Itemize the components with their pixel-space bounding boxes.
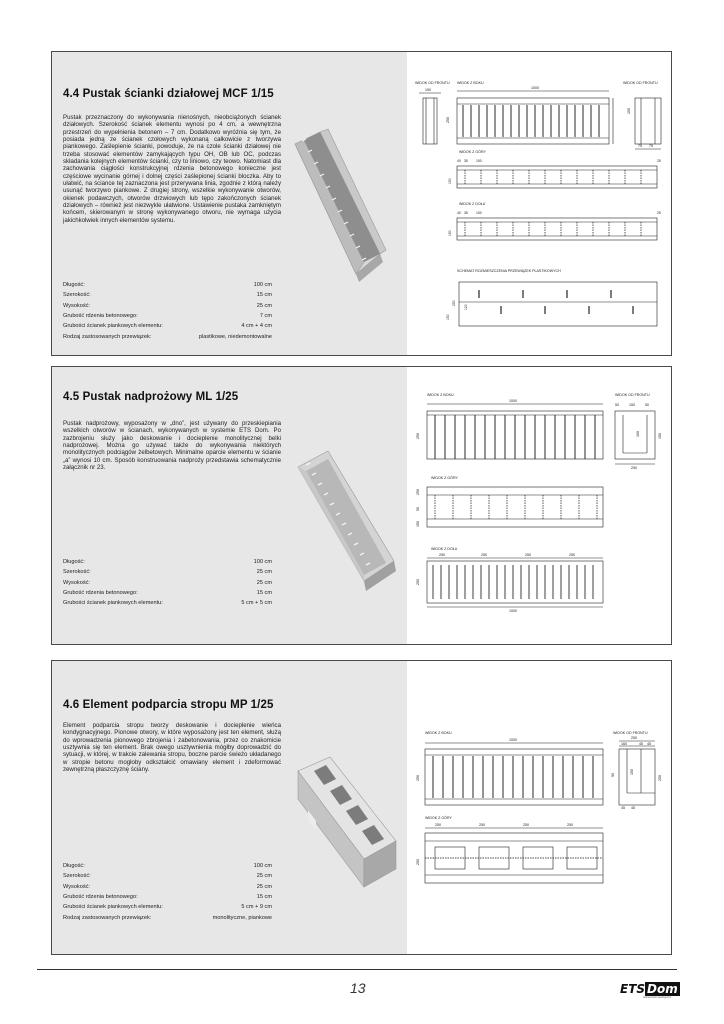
svg-text:50: 50	[416, 507, 420, 511]
svg-text:75: 75	[638, 144, 642, 148]
spec-row: Wysokość: 25 cm	[63, 579, 272, 586]
svg-text:100: 100	[476, 159, 482, 163]
svg-text:250: 250	[481, 553, 487, 557]
svg-text:SCHEMAT ROZMIESZCZENIA PRZEWIĄ: SCHEMAT ROZMIESZCZENIA PRZEWIĄZEK PLASTIKOWYCH	[457, 269, 561, 273]
svg-text:150: 150	[627, 108, 631, 114]
technical-drawing	[409, 52, 671, 356]
spec-row: Grubości ścianek piankowych elementu: 5 cm + 9 cm	[63, 904, 272, 911]
spec-row: Grubość rdzenia betonowego: 15 cm	[63, 894, 272, 901]
svg-text:40: 40	[457, 159, 461, 163]
spec-row: Szerokość: 15 cm	[63, 292, 272, 299]
svg-text:250: 250	[416, 775, 420, 781]
section-title: 4.4 Pustak ścianki działowej MCF 1/15	[63, 88, 274, 100]
section-ml	[51, 366, 672, 645]
svg-text:1000: 1000	[509, 738, 517, 742]
svg-text:100: 100	[476, 211, 482, 215]
svg-text:150: 150	[448, 178, 452, 184]
spec-row: Wysokość: 25 cm	[63, 302, 272, 309]
spec-row: Wysokość: 25 cm	[63, 883, 272, 890]
brand-tagline: budownictwo ekologiczne	[643, 996, 672, 999]
product-photo	[292, 749, 402, 899]
svg-text:1000: 1000	[509, 399, 517, 403]
svg-text:250: 250	[416, 433, 420, 439]
spec-row: Rodzaj zastosowanych przewiązek: monolityczne, piankowe	[63, 914, 272, 921]
product-photo	[288, 433, 403, 603]
svg-text:25: 25	[657, 211, 661, 215]
svg-text:WIDOK Z DOŁU: WIDOK Z DOŁU	[459, 202, 486, 206]
spec-table	[63, 280, 272, 342]
technical-drawing	[409, 367, 671, 645]
spec-row: Długość: 100 cm	[63, 863, 272, 870]
svg-text:WIDOK OD FRONTU: WIDOK OD FRONTU	[415, 81, 450, 85]
spec-row: Długość: 100 cm	[63, 559, 272, 566]
svg-text:45: 45	[639, 742, 643, 746]
section-description: Pustak przeznaczony do wykonywania nienośnych, nieobciążonych ścianek działowych. Szerokość ścianek elementu wynosi po 4 cm, a wewnętrzna przestrzeń do wypełnienia betonem – 7 cm. Dodatkowo wyróżnia się tym, że posiada jedną ze ścianek czołowych wykonaną całkowicie z tworzywa piankowego. Zaślepienie ścianki, powoduje, że na czole ścianki działowej nie trzeba stosować elementów zamykających typu OH, OB lub OC, podczas składania kolejnych elementów ścianki, czy to liniowo, czy teowo. Natomiast dla zachowania ciągłości konstrukcyjnej rdzenia betonowego konieczne jest częściowe wycinanie górnej i dolnej części zaślepionej ścianki bloczka. Aby to ułatwić, na ściance tej zaznaczona jest przerywana linia, zgodnie z którą należy usunąć tworzywo piankowe. Z drugiej strony, wszelkie wykonywanie otworów, okienek podawczych, otworów drzwiowych lub tępo zakończonych ścianek działowych – również jest niezwykle ułatwione. Ustawienie pustaka zamkniętym końcem, skierowanym w stronę wykonywanego otworu, nie wymaga użycia jakichkolwiek innych elementów systemu.	[63, 114, 281, 224]
svg-text:150: 150	[448, 230, 452, 236]
svg-text:150: 150	[630, 769, 634, 775]
svg-text:250: 250	[416, 859, 420, 865]
section-title: 4.6 Element podparcia stropu MP 1/25	[63, 699, 274, 711]
svg-text:WIDOK OD FRONTU: WIDOK OD FRONTU	[613, 731, 648, 735]
section-mcf	[51, 51, 672, 356]
svg-text:120: 120	[464, 304, 468, 310]
svg-text:250: 250	[479, 823, 485, 827]
svg-text:45: 45	[621, 806, 625, 810]
svg-text:250: 250	[525, 553, 531, 557]
svg-text:WIDOK Z BOKU: WIDOK Z BOKU	[425, 731, 452, 735]
svg-text:WIDOK Z GÓRY: WIDOK Z GÓRY	[431, 476, 458, 480]
section-description: Pustak nadprożowy, wyposażony w „dno”, jest używany do przeskiepiania wszelkich otworów w ścianach, wykonywanych w systemie ETS Dom. Po zazbrojeniu służy jako deskowanie i docieplenie monolitycznej belki nadprożowej. Można go używać także do wykonywania niektórych monolitycznych podciągów żelbetowych. Minimalne oparcie elementu w ścianie „a” wynosi 10 cm. Sposób konstruowania nadproży przedstawia schematycznie załącznik nr 23.	[63, 420, 281, 472]
svg-text:1000: 1000	[509, 609, 517, 613]
svg-text:75: 75	[649, 144, 653, 148]
svg-text:250: 250	[658, 775, 662, 781]
spec-row: Długość: 100 cm	[63, 282, 272, 289]
spec-table	[63, 557, 272, 608]
section-mp	[51, 660, 672, 955]
brand-logo: ETS Dom	[620, 982, 678, 996]
svg-text:250: 250	[631, 736, 637, 740]
product-photo	[280, 114, 398, 294]
page-number: 13	[350, 980, 366, 996]
svg-text:160: 160	[621, 742, 627, 746]
spec-row: Grubości ścianek piankowych elementu: 4 cm + 4 cm	[63, 323, 272, 330]
svg-text:250: 250	[523, 823, 529, 827]
svg-text:150: 150	[425, 88, 431, 92]
technical-drawing	[409, 661, 671, 955]
spec-row: Grubości ścianek piankowych elementu: 5 cm + 5 cm	[63, 600, 272, 607]
svg-text:150: 150	[416, 521, 420, 527]
svg-text:250: 250	[435, 823, 441, 827]
svg-text:150: 150	[629, 403, 635, 407]
spec-row: Rodzaj zastosowanych przewiązek: plastikowe, niedemontowalne	[63, 333, 272, 340]
svg-text:250: 250	[416, 489, 420, 495]
svg-text:25: 25	[657, 159, 661, 163]
svg-text:WIDOK Z BOKU: WIDOK Z BOKU	[457, 81, 484, 85]
section-description: Element podparcia stropu tworzy deskowanie i docieplenie wieńca kondygnacyjnego. Pionowe otwory, w które wyposażony jest ten element, służą do wprowadzenia pionowego zbrojenia i zabetonowania, przez co znakomicie usztywnia się ten element. Brak owego usztywnienia mógłby doprowadzić do sytuacji, w której, w trakcie zalewania stropu, boczne parcie świeżo układanego w stropie betonu mogłoby odkształcić omawiany element i zdeformować zewnętrzną płaszczyznę ściany.	[63, 722, 281, 774]
section-title: 4.5 Pustak nadprożowy ML 1/25	[63, 391, 239, 403]
svg-text:WIDOK OD FRONTU: WIDOK OD FRONTU	[615, 393, 650, 397]
svg-text:35: 35	[464, 159, 468, 163]
footer-rule	[37, 969, 677, 970]
svg-text:150: 150	[658, 433, 662, 439]
svg-text:100: 100	[636, 431, 640, 437]
svg-text:WIDOK Z GÓRY: WIDOK Z GÓRY	[459, 150, 486, 154]
spec-table	[63, 861, 272, 923]
svg-text:250: 250	[567, 823, 573, 827]
svg-text:45: 45	[647, 742, 651, 746]
svg-text:90: 90	[611, 773, 615, 777]
svg-text:50: 50	[615, 403, 619, 407]
svg-text:WIDOK Z DOŁU: WIDOK Z DOŁU	[431, 547, 458, 551]
svg-text:WIDOK Z BOKU: WIDOK Z BOKU	[427, 393, 454, 397]
svg-text:250: 250	[439, 553, 445, 557]
spec-row: Szerokość: 25 cm	[63, 569, 272, 576]
svg-text:150: 150	[446, 314, 450, 320]
svg-text:250: 250	[416, 579, 420, 585]
svg-text:35: 35	[464, 211, 468, 215]
svg-text:250: 250	[631, 466, 637, 470]
svg-text:250: 250	[452, 300, 456, 306]
svg-text:WIDOK Z GÓRY: WIDOK Z GÓRY	[425, 816, 452, 820]
svg-text:50: 50	[645, 403, 649, 407]
svg-text:40: 40	[457, 211, 461, 215]
svg-text:45: 45	[631, 806, 635, 810]
svg-text:250: 250	[569, 553, 575, 557]
spec-row: Szerokość: 25 cm	[63, 873, 272, 880]
spec-row: Grubość rdzenia betonowego: 15 cm	[63, 590, 272, 597]
svg-text:250: 250	[446, 117, 450, 123]
svg-text:WIDOK OD FRONTU: WIDOK OD FRONTU	[623, 81, 658, 85]
spec-row: Grubość rdzenia betonowego: 7 cm	[63, 313, 272, 320]
svg-text:1000: 1000	[531, 86, 539, 90]
